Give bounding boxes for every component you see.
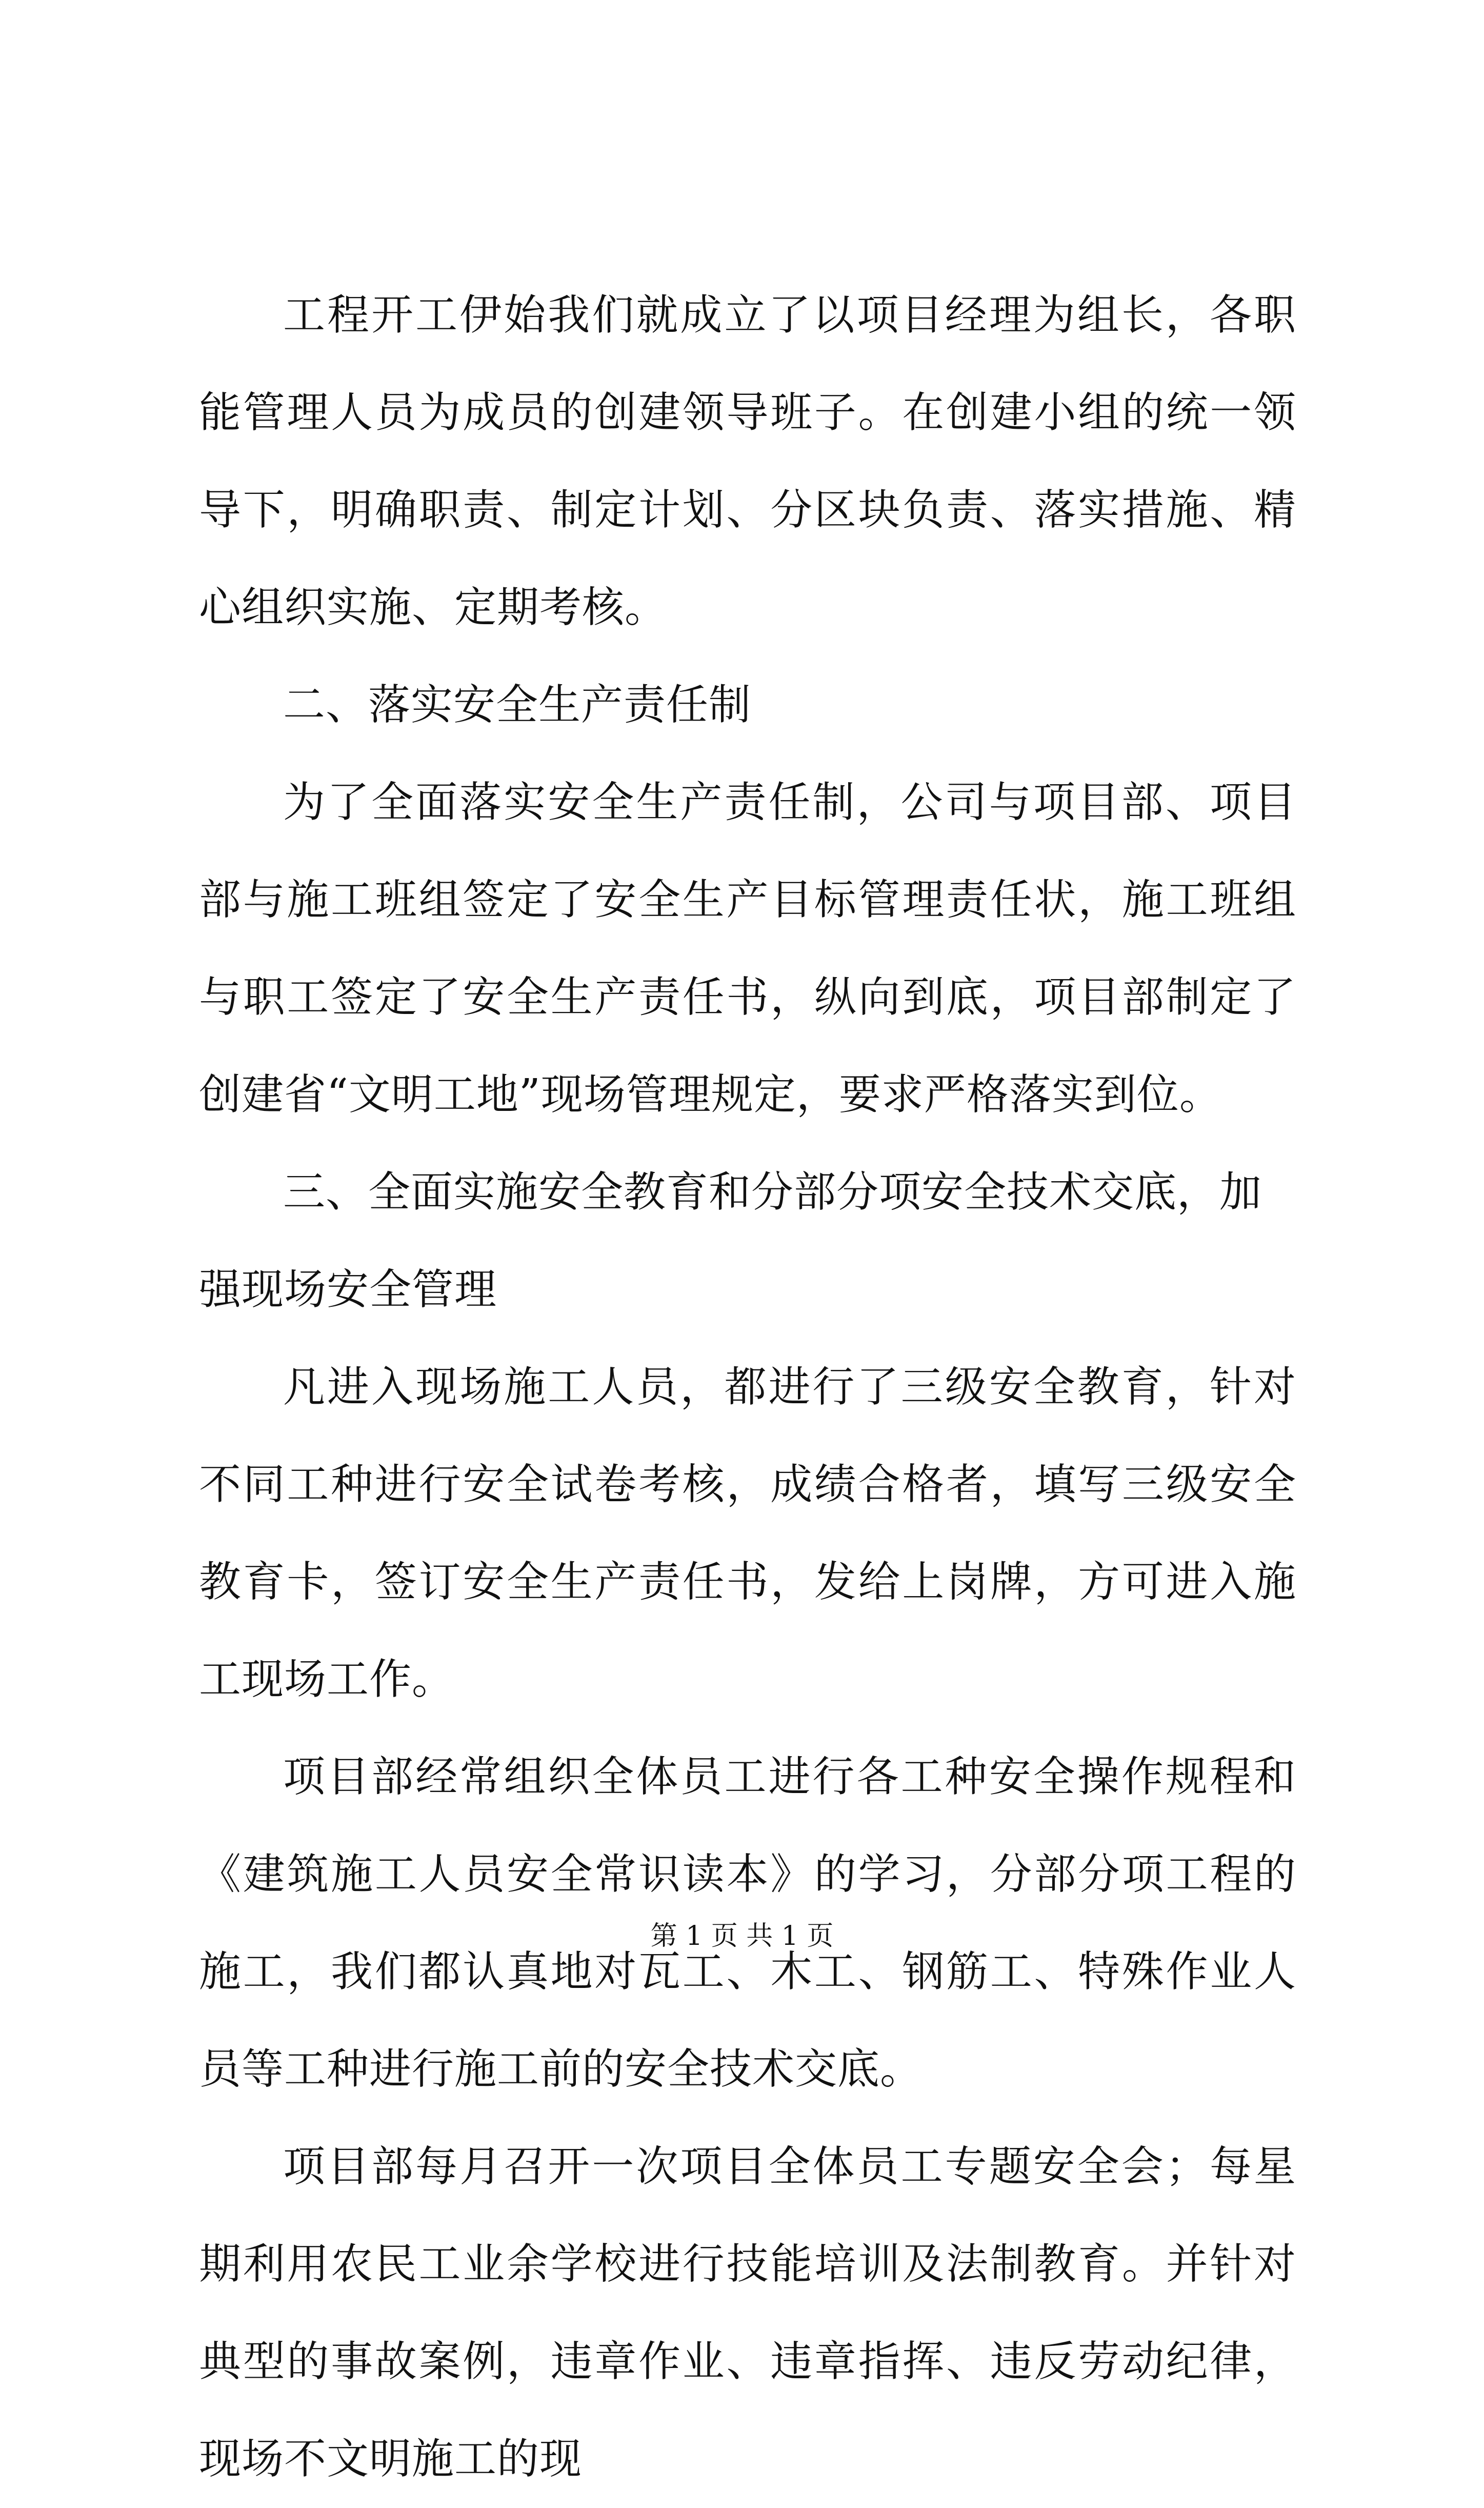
page-footer: 第 1 页 共 1 页 [650, 1921, 834, 1952]
paragraph-responsibility: 为了全面落实安全生产责任制，公司与项目部、项目部与施工班组签定了安全生产目标管理责任状，施工班组与职工签定了安全生产责任书，纵向到底，项目部制定了创建省“文明工地”现场管理规定，要求严格落实到位。 [199, 778, 1296, 1119]
paragraph-safety-education: 凡进入现场施工人员，都进行了三级安全教育，针对不同工种进行安全试卷考核，成绩合格者，填写三级安全教育卡，签订安全生产责任书，发给上岗牌，方可进入施工现场工作。 [199, 1363, 1296, 1704]
section-heading-2: 二、落实安全生产责任制 [283, 681, 752, 729]
document-body [199, 267, 1296, 2508]
section-heading-3: 三、全面实施安全教育和分部分项安全技术交底，加强现场安全管理 [199, 1168, 1262, 1314]
paragraph-technical-briefing: 项目部经常组织全体员工进行各工种安全操作规程和《建筑施工人员安全常识读本》的学习，分部分项工程的施工，我们都认真地对瓦工、木工、钢筋工、特殊作业人员等工种进行施工前的安全技术交底。 [199, 1753, 1296, 2094]
paragraph-safety-meetings: 项目部每月召开一次项目全体员工专题安全会；每星期利用农民工业余学校进行技能培训及法制教育。并针对典型的事故案例，违章作业、违章指挥、违反劳动纪律，现场不文明施工的现 [199, 2142, 1296, 2483]
paragraph-leadership-team: 工程开工伊始我们就成立了以项目经理为组长，各职能管理人员为成员的创建领导班子。在创建小组的统一领导下，明确职责、制定计划、分区块负责、落实措施、精心组织实施、定期考核。 [199, 291, 1296, 632]
